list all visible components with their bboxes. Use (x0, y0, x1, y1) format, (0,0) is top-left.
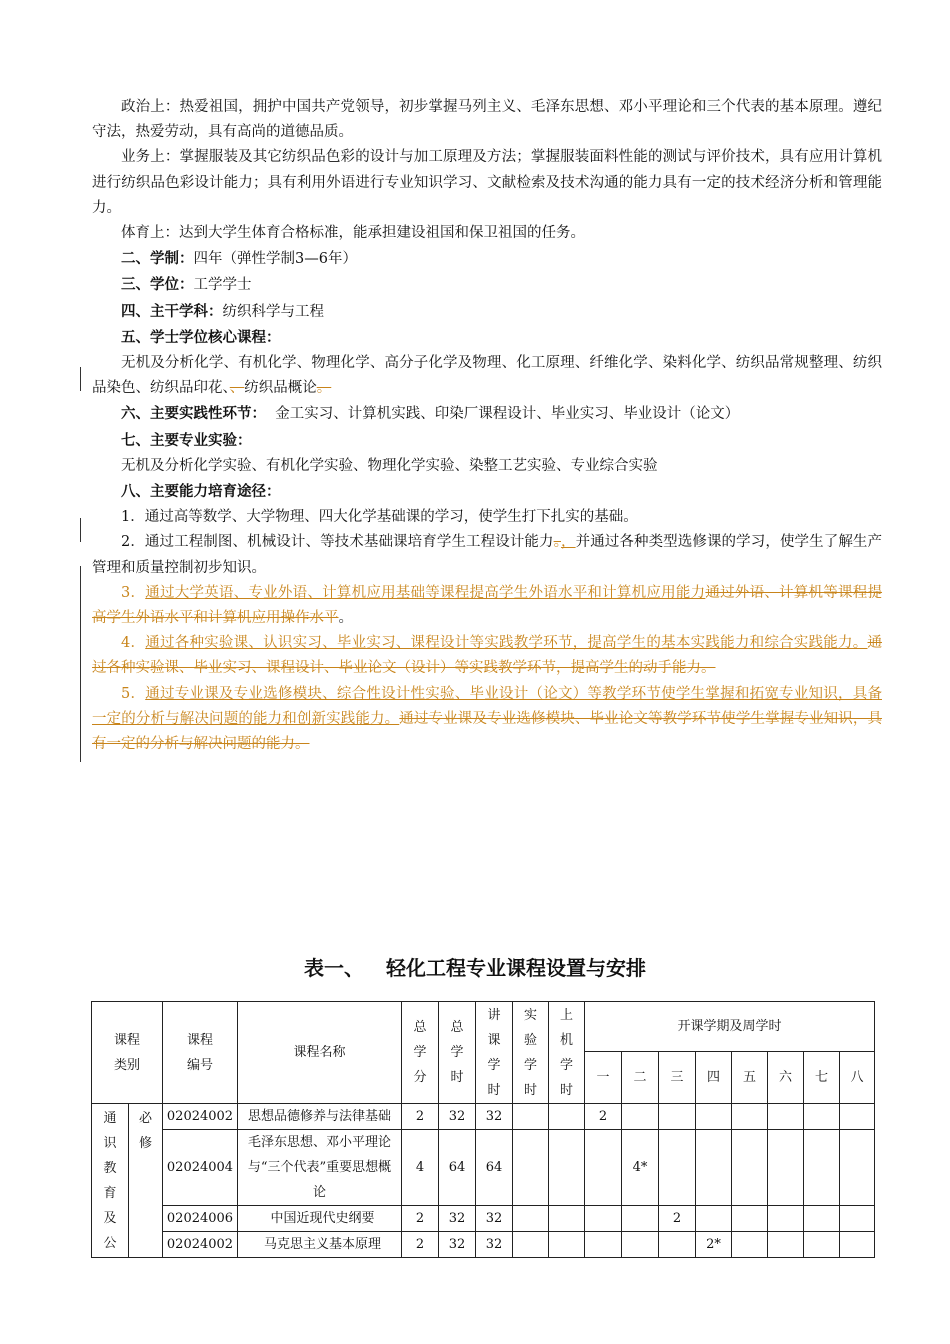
course-lecture: 32 (476, 1232, 513, 1258)
table-title-text: 轻化工程专业课程设置与安排 (386, 956, 646, 980)
deleted-text: 、 (229, 380, 245, 397)
semester-cell (840, 1104, 875, 1130)
ability-item-5 (92, 682, 882, 758)
semester-cell (696, 1206, 732, 1232)
header-code (163, 1002, 238, 1104)
semester-header: 六 (768, 1052, 804, 1104)
politics-paragraph: 政治上：热爱祖国，拥护中国共产党领导，初步掌握马列主义、毛泽东思想、邓小平理论和三个代表的基本原理。遵纪守法，热爱劳动，具有高尚的道德品质。 (92, 99, 882, 141)
table-row (92, 1232, 875, 1258)
header-text: 课程类别 (113, 1032, 140, 1073)
header-text: 讲课学时 (487, 1007, 501, 1098)
semester-cell (585, 1232, 622, 1258)
course-name: 马克思主义基本原理 (238, 1232, 402, 1258)
section-value: 金工实习、计算机实践、印染厂课程设计、毕业实习、毕业设计（论文） (275, 406, 740, 423)
category-main (92, 1104, 129, 1258)
semester-cell (732, 1232, 768, 1258)
section-value: 四年（弹性学制3—6年） (193, 251, 357, 268)
header-lab-hours (513, 1002, 549, 1104)
ability-item-1: 1．通过高等数学、大学物理、四大化学基础课的学习，使学生打下扎实的基础。 (121, 509, 638, 526)
semester-cell (659, 1232, 696, 1258)
section-core-courses-heading (92, 325, 882, 351)
ability-number: 4． (121, 635, 146, 652)
semester-cell (804, 1232, 840, 1258)
course-hours: 32 (439, 1206, 476, 1232)
inserted-text: ， (560, 534, 576, 551)
section-label: 四、主干学科： (121, 302, 223, 320)
semester-cell (732, 1206, 768, 1232)
ability-item-4 (92, 631, 882, 681)
table-title (0, 952, 950, 981)
semester-header: 一 (585, 1052, 622, 1104)
semester-cell (696, 1130, 732, 1206)
ability-item-2 (92, 530, 882, 580)
semester-cell: 4* (622, 1130, 659, 1206)
semester-cell (585, 1130, 622, 1206)
section-experiments-heading (92, 428, 882, 454)
category-sub (129, 1104, 163, 1258)
deleted-text: 通过各种实验课、毕业实习、课程设计、毕业论文（设计）等实践教学环节，提高学生的动手能力。 (92, 635, 882, 677)
semester-cell (732, 1104, 768, 1130)
header-category (92, 1002, 163, 1104)
course-name: 中国近现代史纲要 (238, 1206, 402, 1232)
semester-cell (622, 1206, 659, 1232)
section-abilities-heading (92, 479, 882, 505)
header-hours (439, 1002, 476, 1104)
semester-header: 四 (696, 1052, 732, 1104)
course-lecture: 32 (476, 1206, 513, 1232)
header-text: 总学时 (450, 1020, 464, 1085)
business-paragraph: 业务上：掌握服装及其它纺织品色彩的设计与加工原理及方法；掌握服装面料性能的测试与评价技术，具有应用计算机进行纺织品色彩设计能力；具有利用外语进行专业知识学习、文献检索及技术沟通的能力具有一定的技术经济分析和管理能力。 (92, 149, 882, 216)
course-credits: 2 (402, 1206, 439, 1232)
semester-cell (622, 1104, 659, 1130)
section-degree (92, 272, 882, 298)
category-text: 必修 (138, 1111, 152, 1151)
ability-number: 3． (121, 584, 146, 601)
semester-header: 七 (804, 1052, 840, 1104)
header-semesters: 开课学期及周学时 (585, 1002, 875, 1052)
section-label: 五、学士学位核心课程： (121, 328, 281, 346)
header-text: 课程编号 (186, 1032, 213, 1073)
course-name: 毛泽东思想、邓小平理论与“三个代表”重要思想概论 (238, 1130, 402, 1206)
table-row (92, 1206, 875, 1232)
deleted-text: 通过专业课及专业选修模块、毕业论文等教学环节使学生掌握专业知识，具有一定的分析与解决问题的能力。 (92, 710, 883, 753)
semester-cell (659, 1130, 696, 1206)
semester-cell (840, 1206, 875, 1232)
ability-text: 并通过各种类型选修课的学习，使学生了解生产管理和质量控制初步知识。 (92, 534, 883, 576)
ability-text: 。 (338, 610, 353, 627)
course-lab (513, 1104, 549, 1130)
course-lecture: 64 (476, 1130, 513, 1206)
semester-cell: 2 (585, 1104, 622, 1130)
course-computer (549, 1130, 585, 1206)
table-title-number: 表一、 (304, 956, 364, 980)
semester-cell (804, 1206, 840, 1232)
semester-header: 八 (840, 1052, 875, 1104)
semester-cell (768, 1104, 804, 1130)
course-code: 02024004 (163, 1130, 238, 1206)
semester-cell: 2* (696, 1232, 732, 1258)
semester-cell (804, 1104, 840, 1130)
section-label: 三、学位： (121, 276, 194, 294)
table-row (92, 1104, 875, 1130)
header-computer-hours (549, 1002, 585, 1104)
course-credits: 2 (402, 1232, 439, 1258)
section-main-discipline (92, 299, 882, 325)
change-bar (80, 367, 81, 391)
semester-cell (804, 1130, 840, 1206)
header-credits (402, 1002, 439, 1104)
course-computer (549, 1104, 585, 1130)
section-label: 二、学制： (121, 250, 194, 268)
ability-item-3 (92, 581, 882, 631)
semester-cell (840, 1232, 875, 1258)
header-name: 课程名称 (238, 1002, 402, 1104)
semester-cell: 2 (659, 1206, 696, 1232)
core-courses-text: 无机及分析化学、有机化学、物理化学、高分子化学及物理、化工原理、纤维化学、染料化学、纺织品常规整理、纺织品染色、纺织品印花、 (92, 355, 882, 397)
course-lab (513, 1206, 549, 1232)
section-label: 六、主要实践性环节： (121, 405, 266, 423)
course-lecture: 32 (476, 1104, 513, 1130)
deleted-text: 。 (553, 534, 561, 551)
semester-cell (659, 1104, 696, 1130)
experiments-paragraph: 无机及分析化学实验、有机化学实验、物理化学实验、染整工艺实验、专业综合实验 (121, 457, 658, 474)
section-value: 工学学士 (193, 277, 252, 294)
semester-cell (696, 1104, 732, 1130)
header-lecture-hours (476, 1002, 513, 1104)
table-header-row (92, 1002, 875, 1052)
section-label: 七、主要专业实验： (121, 431, 252, 449)
deleted-text: 。 (316, 380, 332, 397)
course-name: 思想品德修养与法律基础 (238, 1104, 402, 1130)
course-code: 02024006 (163, 1206, 238, 1232)
course-credits: 4 (402, 1130, 439, 1206)
ability-number: 5． (121, 685, 146, 702)
header-text: 实验学时 (523, 1007, 537, 1098)
inserted-text: 通过各种实验课、认识实习、毕业实习、课程设计等实践教学环节，提高学生的基本实践能力和综合实践能力。 (145, 635, 868, 652)
core-courses-text-end: 纺织品概论 (244, 380, 317, 397)
change-bar (80, 518, 81, 542)
header-text: 上机学时 (559, 1007, 573, 1098)
course-table (91, 1001, 875, 1258)
section-practice (92, 401, 882, 427)
semester-cell (585, 1206, 622, 1232)
core-courses-paragraph (92, 351, 882, 401)
training-objectives-text (92, 95, 882, 757)
change-bar (80, 566, 81, 762)
semester-cell (768, 1232, 804, 1258)
course-hours: 64 (439, 1130, 476, 1206)
course-credits: 2 (402, 1104, 439, 1130)
sports-paragraph: 体育上：达到大学生体育合格标准，能承担建设祖国和保卫祖国的任务。 (121, 225, 585, 242)
inserted-text: 通过专业课及专业选修模块、综合性设计性实验、毕业设计（论文）等教学环节使学生掌握和拓宽专业知识，具备一定的分析与解决问题的能力和创新实践能力。 (92, 685, 882, 727)
table-row (92, 1130, 875, 1206)
ability-text: 2．通过工程制图、机械设计、等技术基础课培育学生工程设计能力 (121, 534, 554, 551)
course-code: 02024002 (163, 1104, 238, 1130)
semester-cell (768, 1206, 804, 1232)
header-text: 总学分 (413, 1020, 427, 1085)
course-computer (549, 1232, 585, 1258)
semester-header: 三 (659, 1052, 696, 1104)
semester-header: 五 (732, 1052, 768, 1104)
semester-header: 二 (622, 1052, 659, 1104)
course-code: 02024002 (163, 1232, 238, 1258)
deleted-text: 通过外语、计算机等课程提高学生外语水平和计算机应用操作水平 (92, 584, 883, 627)
section-value: 纺织科学与工程 (222, 303, 324, 320)
course-lab (513, 1232, 549, 1258)
semester-cell (768, 1130, 804, 1206)
semester-cell (840, 1130, 875, 1206)
course-lab (513, 1130, 549, 1206)
category-text: 通识教育及公 (103, 1111, 117, 1251)
inserted-text: 通过大学英语、专业外语、计算机应用基础等课程提高学生外语水平和计算机应用能力 (145, 584, 706, 601)
semester-cell (732, 1130, 768, 1206)
course-hours: 32 (439, 1104, 476, 1130)
course-hours: 32 (439, 1232, 476, 1258)
course-computer (549, 1206, 585, 1232)
semester-cell (622, 1232, 659, 1258)
section-duration (92, 246, 882, 272)
section-label: 八、主要能力培育途径： (121, 483, 281, 501)
